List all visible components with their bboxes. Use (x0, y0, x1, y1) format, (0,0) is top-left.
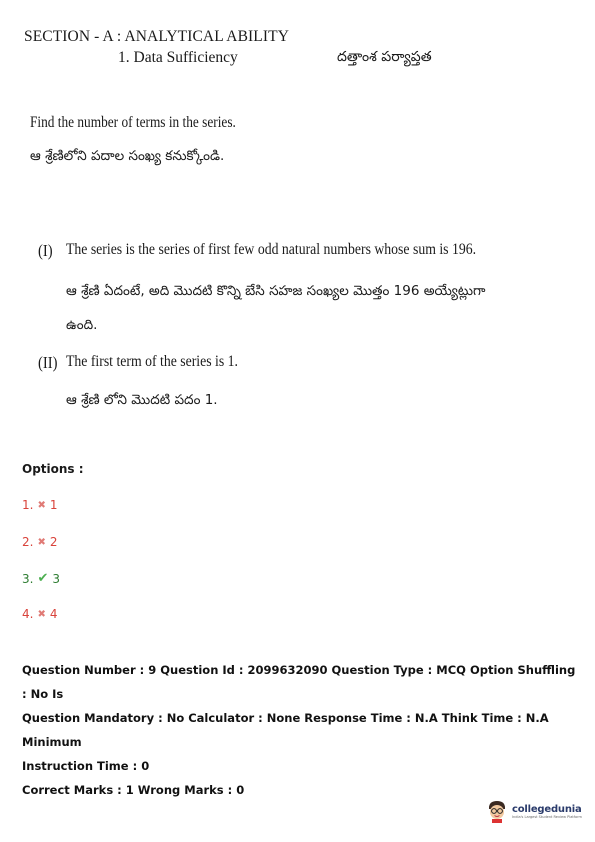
metadata-line-3: Instruction Time : 0 (22, 759, 150, 773)
statement-1-telugu-line2: ఉంది. (66, 317, 98, 333)
subsection-title: 1. Data Sufficiency (118, 49, 238, 66)
section-title: SECTION - A : ANALYTICAL ABILITY (24, 28, 289, 45)
cross-icon: ✖ (37, 608, 46, 620)
logo-name: collegedunia (512, 803, 582, 815)
statement-1-english: The series is the series of first few odd natural numbers whose sum is 196. (66, 241, 477, 258)
option-4-number: 4. (22, 607, 34, 621)
option-1-number: 1. (22, 498, 34, 512)
options-label: Options : (22, 462, 84, 476)
question-metadata (22, 658, 582, 802)
statement-2-number: (II) (38, 353, 58, 372)
cross-icon: ✖ (37, 536, 46, 548)
option-3-value: 3 (52, 571, 60, 586)
statement-2-telugu: ఆ శ్రేణి లోని మొదటి పదం 1. (66, 392, 218, 408)
cross-icon: ✖ (37, 499, 46, 511)
metadata-line-4: Correct Marks : 1 Wrong Marks : 0 (22, 783, 245, 797)
statement-2-english: The first term of the series is 1. (66, 353, 238, 370)
option-1-value: 1 (49, 498, 58, 512)
option-3-number: 3. (22, 571, 34, 586)
option-3[interactable] (22, 571, 60, 586)
collegedunia-logo (486, 799, 582, 823)
question-text-telugu: ఆ శ్రేణిలోని పదాల సంఖ్య కనుక్కోండి. (30, 148, 225, 164)
question-text-english: Find the number of terms in the series. (30, 114, 236, 131)
logo-tagline: India's Largest Student Review Platform (512, 814, 582, 819)
metadata-line-1: Question Number : 9 Question Id : 2099632090 Question Type : MCQ Option Shuffling : No Is (22, 663, 576, 701)
statement-1-telugu-line1: ఆ శ్రేణి ఏదంటే, అది మొదటి కొన్ని బేసి సహజ సంఖ్యల మొత్తం 196 అయ్యేట్లుగా (66, 283, 486, 299)
option-4[interactable] (22, 607, 57, 621)
subsection-title-telugu: దత్తాంశ పర్యాప్తత (337, 49, 432, 65)
checkmark-icon: ✔ (37, 571, 49, 586)
metadata-line-2: Question Mandatory : No Calculator : None Response Time : N.A Think Time : N.A Minimum (22, 711, 549, 749)
option-4-value: 4 (49, 607, 58, 621)
mascot-face-icon (486, 799, 508, 823)
option-1[interactable] (22, 498, 57, 512)
option-2[interactable] (22, 535, 57, 549)
option-2-value: 2 (49, 535, 58, 549)
statement-1-number: (I) (38, 241, 53, 260)
option-2-number: 2. (22, 535, 34, 549)
